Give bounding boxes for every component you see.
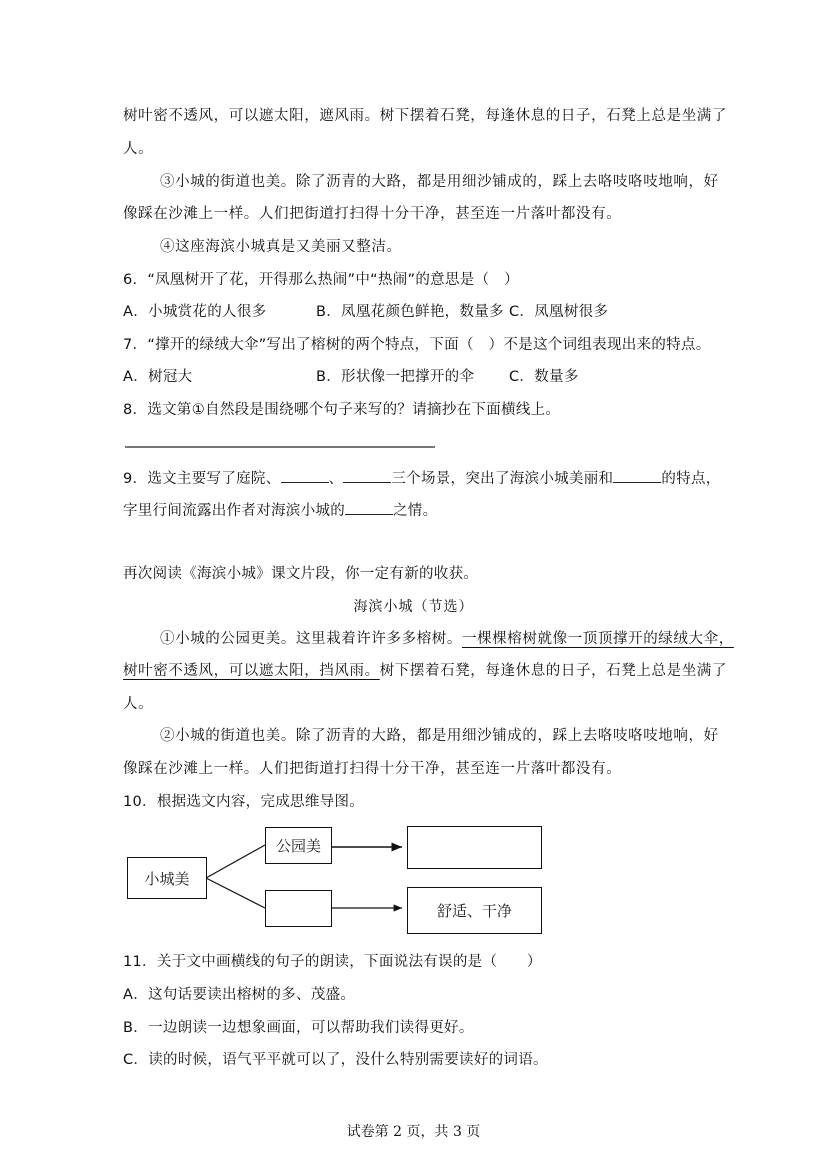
question-11-option-b: B．一边朗读一边想象画面，可以帮助我们读得更好。 [123,1020,474,1036]
blank-1[interactable] [281,466,329,483]
question-9-line-1 [123,466,721,489]
q9-text: 9．选文主要写了庭院、 [123,471,281,487]
connector-bottom [206,878,265,908]
question-7-option-a: A．树冠大 [123,369,193,385]
q9-text: 的特点， [661,471,721,487]
mindmap-root-box: 小城美 [127,857,207,899]
question-8-stem: 8．选文第①自然段是围绕哪个句子来写的？请摘抄在下面横线上。 [123,402,561,418]
section-intro: 再次阅读《海滨小城》课文片段，你一定有新的收获。 [123,566,479,582]
passage-b-p1-line-1 [160,629,734,649]
question-6-option-c: C．凤凰树很多 [509,304,609,320]
passage-b-p1-line-2 [123,661,727,681]
question-6-stem: 6．“凤凰树开了花，开得那么热闹”中“热闹”的意思是（ ） [123,272,519,288]
blank-2[interactable] [343,466,391,483]
question-7-stem: 7．“撑开的绿绒大伞”写出了榕树的两个特点，下面（ ）不是这个词组表现出来的特点。 [123,337,711,353]
passage-b-p2-line-2: 像踩在沙滩上一样。人们把街道打扫得十分干净，甚至连一片落叶都没有。 [123,761,622,777]
q9-text: 字里行间流露出作者对海滨小城的 [123,503,345,519]
passage-line: 树叶密不透风，可以遮太阳，遮风雨。树下摆着石凳，每逢休息的日子，石凳上总是坐满了 [123,108,727,124]
q9-text: 三个场景，突出了海滨小城美丽和 [391,471,614,487]
question-10-stem: 10．根据选文内容，完成思维导图。 [123,794,365,810]
blank-3[interactable] [613,466,661,483]
passage-b-p1-line-3: 人。 [123,696,154,712]
mindmap-leaf-bottom-box: 舒适、干净 [407,887,542,934]
q9-text: 、 [328,471,344,487]
question-7-option-c: C．数量多 [509,369,579,385]
question-9-line-2 [123,498,437,521]
question-11-option-c: C．读的时候，语气平平就可以了，没什么特别需要读好的词语。 [123,1052,548,1068]
plain-text: 树下摆着石凳，每逢休息的日子，石凳上总是坐满了 [379,663,728,679]
paragraph-3-line-2: 像踩在沙滩上一样。人们把街道打扫得十分干净，甚至连一片落叶都没有。 [123,206,622,222]
passage-b-p2-line-1: ②小城的街道也美。除了沥青的大路，都是用细沙铺成的，踩上去咯吱咯吱地响，好 [160,728,719,744]
plain-text: ①小城的公园更美。这里栽着许许多多榕树。 [160,631,462,647]
answer-line[interactable] [125,446,435,448]
paragraph-4: ④这座海滨小城真是又美丽又整洁。 [160,239,402,255]
passage-line: 人。 [123,141,154,157]
connector-top [206,845,265,878]
q9-text: 之情。 [393,503,438,519]
mindmap-branch-top-box: 公园美 [265,827,332,864]
underlined-sentence: 一棵棵榕树就像一顶顶撑开的绿绒大伞， [462,631,734,647]
paragraph-3-line-1: ③小城的街道也美。除了沥青的大路，都是用细沙铺成的，踩上去咯吱咯吱地响，好 [160,174,719,190]
question-6-option-b: B．凤凰花颜色鲜艳，数量多 [316,304,504,320]
question-11-stem: 11．关于文中画横线的句子的朗读，下面说法有误的是（ ） [123,954,542,970]
question-7-option-b: B．形状像一把撑开的伞 [316,369,475,385]
question-6-option-a: A．小城赏花的人很多 [123,304,267,320]
mindmap-leaf-top-box[interactable] [407,826,542,869]
question-11-option-a: A．这句话要读出榕树的多、茂盛。 [123,987,356,1003]
underlined-sentence: 树叶密不透风，可以遮太阳，挡风雨。 [123,663,380,679]
mindmap-branch-bottom-box[interactable] [265,890,332,927]
blank-4[interactable] [345,498,393,515]
passage-title: 海滨小城（节选） [353,599,474,615]
page-footer: 试卷第 2 页，共 3 页 [346,1124,481,1140]
